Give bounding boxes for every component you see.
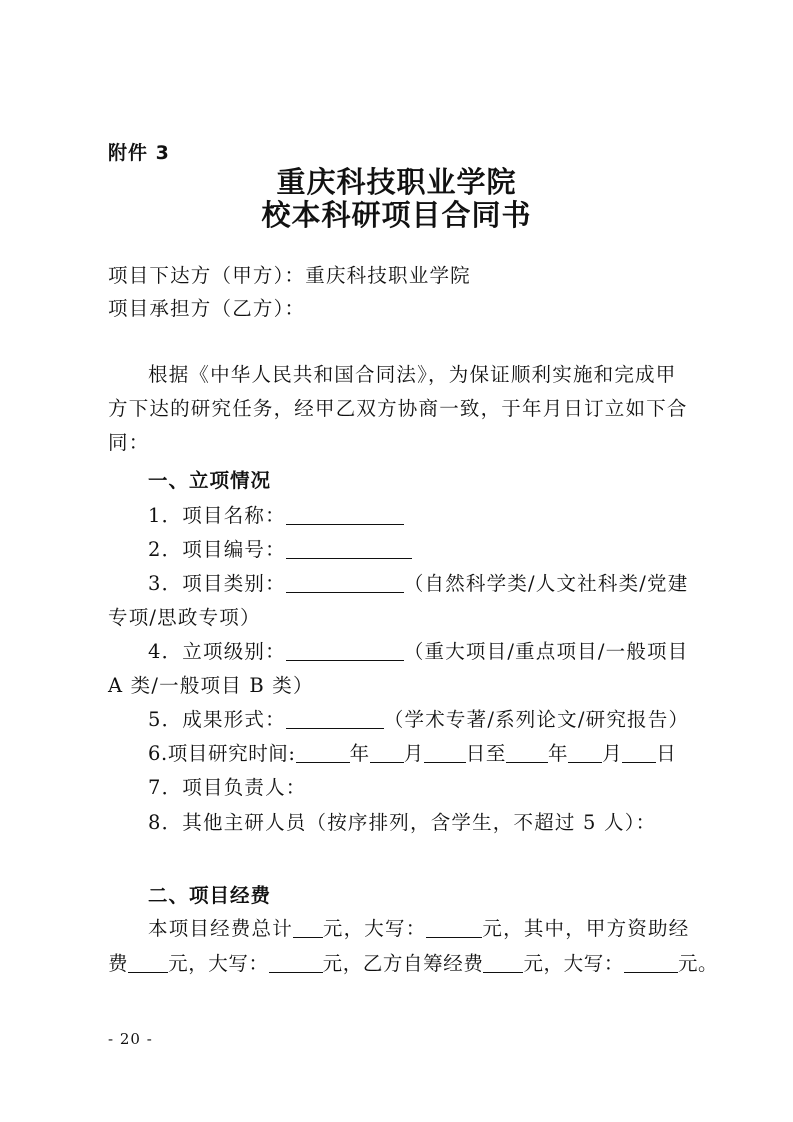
item-project-category-options: （自然科学类/人文社科类/党建 (403, 572, 689, 595)
start-year-blank[interactable] (296, 742, 350, 763)
item-project-category (148, 572, 688, 596)
item-project-level-label: 4．立项级别： (148, 640, 286, 663)
item-project-level-options: （重大项目/重点项目/一般项目 (403, 640, 689, 663)
item-project-number (148, 538, 412, 562)
project-number-blank[interactable] (286, 538, 412, 559)
end-month-unit: 月 (602, 742, 623, 765)
item-project-name-label: 1．项目名称： (148, 504, 286, 527)
item-project-category-label: 3．项目类别： (148, 572, 286, 595)
funding-total-capital-label: 元，大写： (322, 917, 427, 940)
item-research-period-label: 6.项目研究时间: (148, 742, 296, 765)
item-research-period (148, 742, 676, 766)
end-month-blank[interactable] (568, 742, 602, 763)
end-day-blank[interactable] (622, 742, 656, 763)
start-year-unit: 年 (349, 742, 370, 765)
start-month-blank[interactable] (370, 742, 404, 763)
party-b-line: 项目承担方（乙方）： (108, 297, 306, 320)
document-title-line1: 重庆科技职业学院 (276, 165, 517, 199)
start-day-to: 日至 (465, 742, 506, 765)
funding-line1 (148, 917, 689, 941)
item-project-category-options-cont: 专项/思政专项） (108, 606, 261, 629)
item-other-researchers: 8．其他主研人员（按序排列，含学生，不超过 5 人）： (148, 811, 657, 834)
funding-fee-label: 费 (108, 952, 129, 975)
funding-total-capital-blank[interactable] (426, 917, 482, 938)
document-title-line2: 校本科研项目合同书 (261, 198, 532, 232)
item-result-form-label: 5．成果形式： (148, 708, 286, 731)
result-form-blank[interactable] (286, 708, 384, 729)
preamble-line2: 方下达的研究任务，经甲乙双方协商一致，于年月日订立如下合 (108, 397, 688, 420)
funding-total-blank[interactable] (293, 917, 323, 938)
item-result-form (148, 708, 689, 732)
preamble-line3: 同： (108, 431, 150, 454)
funding-party-b-label: 元，乙方自筹经费 (322, 952, 484, 975)
item-project-name (148, 504, 404, 528)
attachment-label: 附件 3 (108, 142, 170, 164)
funding-party-b-blank[interactable] (483, 952, 523, 973)
end-day-unit: 日 (656, 742, 677, 765)
funding-line2 (108, 952, 718, 976)
item-project-level-options-cont: A 类/一般项目 B 类） (108, 674, 314, 697)
item-result-form-options: （学术专著/系列论文/研究报告） (383, 708, 690, 731)
start-day-blank[interactable] (424, 742, 466, 763)
page-number: - 20 - (108, 1030, 153, 1048)
section1-heading: 一、立项情况 (148, 469, 272, 492)
funding-party-a-label: 元，其中，甲方资助经 (482, 917, 690, 940)
preamble-line1: 根据《中华人民共和国合同法》，为保证顺利实施和完成甲 (148, 363, 677, 386)
funding-party-b-capital-label: 元，大写： (523, 952, 624, 975)
funding-party-a-capital-label: 元，大写： (168, 952, 269, 975)
end-year-unit: 年 (548, 742, 569, 765)
project-level-blank[interactable] (286, 640, 404, 661)
funding-end-label: 元。 (677, 952, 719, 975)
project-name-blank[interactable] (286, 504, 404, 525)
party-a-line: 项目下达方（甲方）：重庆科技职业学院 (108, 264, 471, 287)
funding-party-b-capital-blank[interactable] (624, 952, 678, 973)
end-year-blank[interactable] (506, 742, 548, 763)
funding-party-a-capital-blank[interactable] (269, 952, 323, 973)
section2-heading: 二、项目经费 (148, 884, 272, 907)
item-project-leader: 7．项目负责人： (148, 776, 307, 799)
project-category-blank[interactable] (286, 572, 404, 593)
item-project-level (148, 640, 688, 664)
start-month-unit: 月 (403, 742, 424, 765)
funding-total-label: 本项目经费总计 (148, 917, 293, 940)
item-project-number-label: 2．项目编号： (148, 538, 286, 561)
funding-party-a-blank[interactable] (128, 952, 168, 973)
